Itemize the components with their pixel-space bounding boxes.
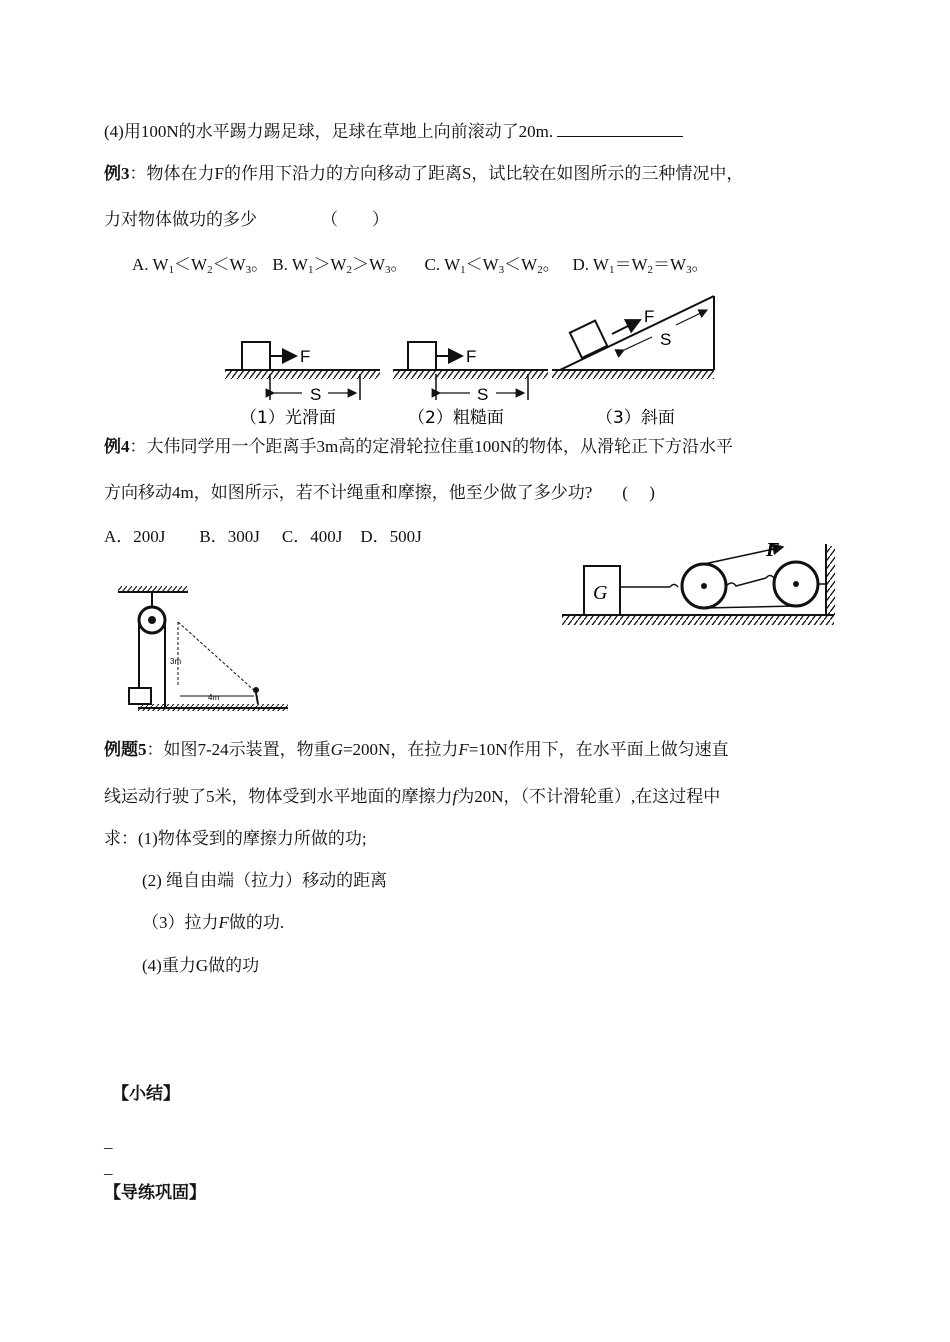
example-5-label: 例题5: [104, 740, 147, 759]
example-4-colon: ：: [129, 437, 147, 456]
example-3-line-1: [104, 164, 743, 184]
summary-heading: 【小结】: [112, 1084, 180, 1103]
force-label: F: [766, 540, 780, 561]
weight-label: G: [593, 582, 608, 604]
option-a: A. $W_1<W_2<W_3$。: [132, 255, 269, 276]
example-5-question-3: [142, 913, 284, 933]
example-4-text-1: 大伟同学用一个距离手3m高的定滑轮拉住重100N的物体，从滑轮正下方沿水平: [146, 437, 733, 456]
example-5-question-3b: 做的功.: [228, 913, 285, 932]
distance-label-2: S: [477, 385, 489, 404]
weight-variable: G: [330, 740, 343, 759]
example-5-colon: ：: [146, 740, 164, 759]
smooth-surface-diagram: [225, 342, 380, 428]
example-5-text-2b: 为20N，（不计滑轮重）,在这过程中: [457, 787, 721, 806]
distance-label: 4m: [208, 693, 220, 702]
example-4-line-2: [104, 483, 655, 503]
example-3-colon: ：: [129, 164, 147, 183]
question-4: [104, 122, 683, 142]
force-label-1: F: [300, 347, 311, 366]
fixed-pulley-figure: [112, 586, 297, 722]
caption-incline: （3）斜面: [596, 408, 675, 428]
example-5-line-3: [104, 829, 367, 849]
example-5-text-2a: 线运动行驶了5米，物体受到水平地面的摩擦力: [104, 787, 453, 806]
force-label-3: F: [644, 307, 655, 326]
caption-smooth: （1）光滑面: [240, 408, 336, 428]
example-4-line-1: [104, 437, 733, 457]
example-3-line-2: [104, 210, 389, 230]
option-b: B．300J: [199, 527, 260, 546]
summary-line-1: _: [104, 1132, 113, 1151]
example-3-figure: [220, 290, 720, 430]
option-d: D. $W_1=W_2=W_3$。: [572, 255, 709, 276]
example-3-label: 例3: [104, 164, 130, 183]
example-3-text-1: 物体在力F的作用下沿力的方向移动了距离S，试比较在如图所示的三种情况中，: [146, 164, 744, 183]
example-5-text-1b: =200N，在拉力: [342, 740, 459, 759]
example-5-question-4-text: (4)重力G做的功: [142, 956, 260, 975]
distance-label-1: S: [310, 385, 322, 404]
example-4-label: 例4: [104, 437, 130, 456]
option-b: B. $W_1>W_2>W_3$。: [272, 255, 408, 276]
example-4-options: [104, 527, 422, 547]
example-5-text-1c: =10N作用下，在水平面上做匀速直: [468, 740, 729, 759]
example-5-question-4: [142, 956, 259, 976]
example-4-answer-bracket: ( ): [622, 483, 655, 502]
example-5-question-3a: （3）拉力: [142, 913, 219, 932]
height-label: 3m: [170, 657, 182, 666]
example-5-question-2-text: (2) 绳自由端（拉力）移动的距离: [142, 871, 388, 890]
rough-surface-diagram: [393, 342, 548, 428]
pulley-system-figure: [560, 540, 842, 630]
option-c: C．400J: [281, 527, 343, 546]
example-3-options: [132, 255, 709, 280]
example-5-text-1a: 如图7-24示装置，物重: [163, 740, 331, 759]
force-variable: F: [458, 740, 469, 759]
caption-rough: （2）粗糙面: [408, 408, 504, 428]
practice-heading: 【导练巩固】: [104, 1183, 206, 1202]
example-5-question-2: [142, 871, 387, 891]
example-5-line-1: [104, 740, 729, 760]
incline-diagram: [552, 296, 714, 428]
option-c: C. $W_1<W_3<W_2$。: [424, 255, 560, 276]
option-a: A．200J: [104, 527, 166, 546]
example-3-text-2: 力对物体做功的多少: [104, 210, 257, 229]
force-label-2: F: [466, 347, 477, 366]
option-d: D．500J: [360, 527, 422, 546]
example-5-question-1: 求：(1)物体受到的摩擦力所做的功;: [104, 829, 367, 848]
question-4-text: (4)用100N的水平踢力踢足球，足球在草地上向前滚动了20m.: [104, 122, 554, 141]
example-5-line-2: [104, 787, 720, 807]
example-3-answer-bracket: （ ）: [321, 210, 389, 229]
answer-blank: [557, 122, 683, 137]
distance-label-3: S: [660, 330, 672, 349]
summary-line-2: _: [104, 1158, 113, 1177]
example-4-text-2: 方向移动4m，如图所示，若不计绳重和摩擦，他至少做了多少功?: [104, 483, 593, 502]
force-variable: F: [218, 913, 229, 932]
friction-variable: f: [452, 787, 458, 806]
